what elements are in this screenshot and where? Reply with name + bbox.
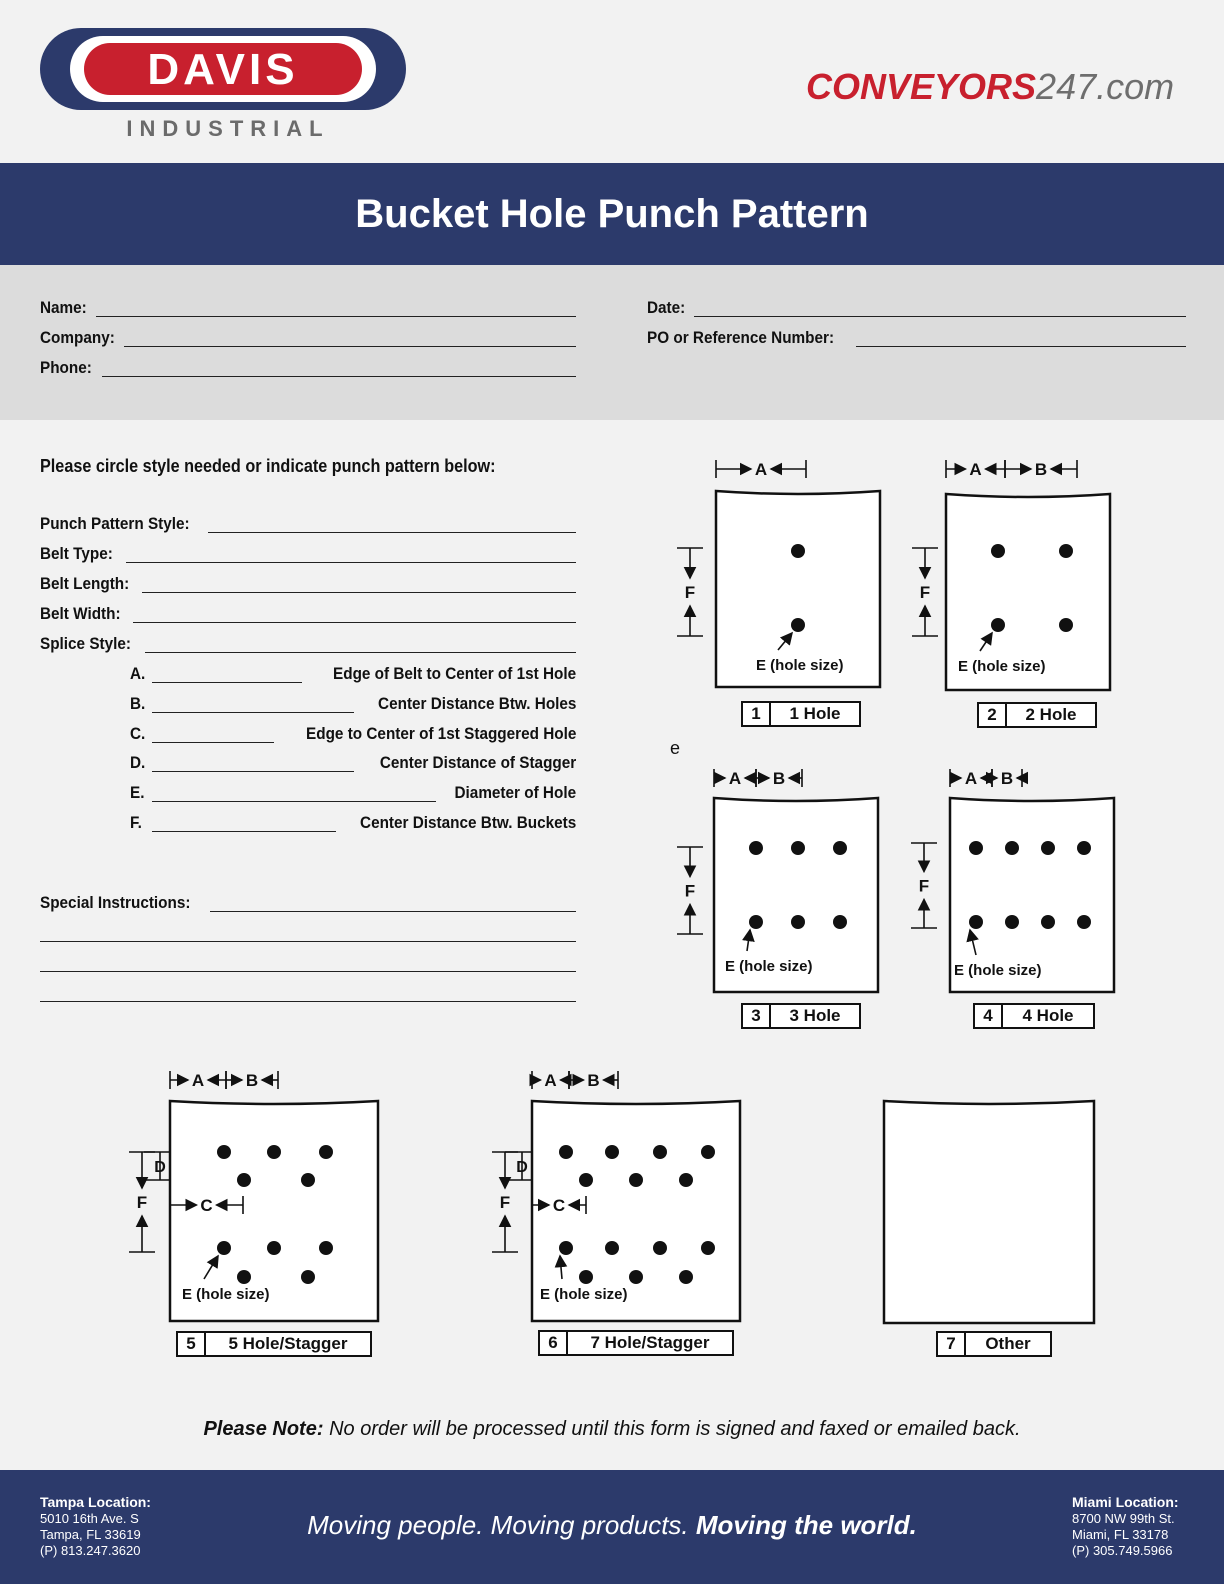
- pattern-5-hole: [267, 1241, 281, 1255]
- pattern-6-hole: [559, 1241, 573, 1255]
- pattern-6-hole: [629, 1270, 643, 1284]
- pattern-3-number: 3: [743, 1005, 771, 1027]
- pattern-6-e-label: E (hole size): [540, 1286, 628, 1303]
- special-instructions-label: Special Instructions:: [40, 893, 191, 912]
- page-title: Bucket Hole Punch Pattern: [355, 192, 869, 236]
- pattern-7-number: 7: [938, 1333, 966, 1355]
- pattern-7-sheet: [884, 1101, 1094, 1323]
- svg-text:INDUSTRIAL: INDUSTRIAL: [126, 116, 330, 141]
- pattern-3-label: 3 Hole: [789, 1006, 841, 1025]
- phone-label: Phone:: [40, 358, 92, 377]
- pattern-1-dim-f-label: F: [684, 583, 696, 602]
- pattern-6-dim-b-label: B: [587, 1071, 600, 1090]
- pattern-4-hole: [969, 841, 983, 855]
- pattern-4-hole: [969, 915, 983, 929]
- pattern-6-hole: [701, 1145, 715, 1159]
- pattern-3-hole: [833, 841, 847, 855]
- pattern-4-hole: [1005, 915, 1019, 929]
- pattern-5-hole: [217, 1241, 231, 1255]
- splice-style-label: Splice Style:: [40, 634, 131, 653]
- pattern-6-hole: [701, 1241, 715, 1255]
- pattern-3-hole: [791, 841, 805, 855]
- pattern-2-dim-a-label: A: [969, 460, 982, 479]
- company-label: Company:: [40, 328, 115, 347]
- instructions: Please circle style needed or indicate punch pattern below:: [40, 456, 496, 476]
- belt-length-label: Belt Length:: [40, 574, 130, 593]
- pattern-3-hole: [833, 915, 847, 929]
- pattern-6-hole: [653, 1145, 667, 1159]
- pattern-4-dim-f-label: F: [918, 876, 930, 896]
- pattern-4-hole: [1077, 915, 1091, 929]
- pattern-7-caption[interactable]: [936, 1331, 1052, 1357]
- belt-width-label: Belt Width:: [40, 604, 121, 623]
- pattern-6-dim-a-label: A: [544, 1071, 557, 1090]
- pattern-2-hole: [991, 618, 1005, 632]
- pattern-5-dim-b-label: B: [245, 1071, 259, 1090]
- pattern-5-dim-a-label: A: [191, 1071, 205, 1090]
- pattern-5-number: 5: [178, 1333, 206, 1355]
- pattern-3-hole: [791, 915, 805, 929]
- pattern-4-caption[interactable]: [973, 1003, 1095, 1029]
- pattern-5-hole: [267, 1145, 281, 1159]
- dim-d-letter: D.: [130, 753, 146, 772]
- pattern-5-e-label: E (hole size): [182, 1286, 270, 1303]
- dim-a-letter: A.: [130, 664, 146, 683]
- pattern-6-hole: [629, 1173, 643, 1187]
- note-label: Please Note:: [203, 1418, 324, 1440]
- stray-character: e: [670, 738, 681, 758]
- pattern-5-hole: [237, 1270, 251, 1284]
- dim-e-letter: E.: [130, 783, 145, 802]
- pattern-5-dim-d-label: D: [154, 1159, 166, 1176]
- conveyors247-logo: CONVEYORS247.com: [806, 66, 1175, 107]
- pattern-4-hole: [1005, 841, 1019, 855]
- pattern-2-number: 2: [979, 704, 1007, 726]
- pattern-6-dim-f-label: F: [499, 1193, 511, 1212]
- svg-text:DAVIS: DAVIS: [147, 45, 299, 94]
- note-text: No order will be processed until this form is signed and faxed or emailed back.: [323, 1418, 1021, 1440]
- pattern-6-dim-c-label: C: [552, 1196, 566, 1215]
- dim-c-desc: Edge to Center of 1st Staggered Hole: [305, 724, 576, 743]
- slogan: Moving people. Moving products. Moving the world.: [307, 1510, 917, 1540]
- pattern-2-dim-b-label: B: [1034, 460, 1048, 479]
- pattern-2-e-label: E (hole size): [958, 658, 1046, 675]
- pattern-4-dim-b-label: B: [1000, 769, 1014, 788]
- belt-type-label: Belt Type:: [40, 544, 113, 563]
- pattern-3-dim-b-label: B: [772, 769, 786, 788]
- pattern-1-number: 1: [743, 703, 771, 725]
- pattern-6-hole: [605, 1241, 619, 1255]
- pattern-1-e-label: E (hole size): [756, 657, 844, 674]
- pattern-6-label: 7 Hole/Stagger: [590, 1333, 710, 1352]
- pattern-2-hole: [1059, 544, 1073, 558]
- pattern-1-dim-a-label: A: [754, 460, 768, 479]
- pattern-6-dim-d-label: D: [516, 1159, 528, 1176]
- pattern-2-label: 2 Hole: [1025, 705, 1077, 724]
- pattern-5-hole: [237, 1173, 251, 1187]
- name-label: Name:: [40, 298, 87, 317]
- pattern-3-e-label: E (hole size): [725, 958, 813, 975]
- punch-pattern-style-label: Punch Pattern Style:: [40, 514, 190, 533]
- pattern-5-label: 5 Hole/Stagger: [228, 1334, 348, 1353]
- pattern-4-hole: [1041, 841, 1055, 855]
- tampa-location: Tampa Location: 5010 16th Ave. S Tampa, FL 33619 (P) 813.247.3620: [40, 1494, 151, 1558]
- pattern-6-hole: [679, 1173, 693, 1187]
- pattern-6-hole: [559, 1145, 573, 1159]
- pattern-1-caption[interactable]: [741, 701, 861, 727]
- pattern-6-hole: [579, 1270, 593, 1284]
- footer: [0, 1470, 1224, 1584]
- pattern-4-e-label: E (hole size): [954, 962, 1042, 979]
- pattern-6-hole: [605, 1145, 619, 1159]
- note: [0, 1418, 1224, 1441]
- pattern-5-hole: [217, 1145, 231, 1159]
- pattern-6-hole: [653, 1241, 667, 1255]
- pattern-1-hole: [791, 618, 805, 632]
- pattern-2-hole: [991, 544, 1005, 558]
- dim-a-desc: Edge of Belt to Center of 1st Hole: [332, 664, 576, 683]
- date-label: Date:: [647, 298, 686, 317]
- pattern-6-caption[interactable]: [538, 1330, 734, 1356]
- pattern-5-hole: [319, 1241, 333, 1255]
- dim-b-letter: B.: [130, 694, 146, 713]
- miami-location: Miami Location: 8700 NW 99th St. Miami, FL 33178 (P) 305.749.5966: [1072, 1494, 1179, 1558]
- pattern-3-dim-f-label: F: [684, 881, 696, 901]
- pattern-5-dim-f-label: F: [136, 1193, 148, 1212]
- pattern-6-number: 6: [540, 1332, 568, 1354]
- pattern-3-dim-a-label: A: [728, 769, 742, 788]
- pattern-6-hole: [579, 1173, 593, 1187]
- dim-d-desc: Center Distance of Stagger: [379, 753, 576, 772]
- pattern-1-hole: [791, 544, 805, 558]
- pattern-3-hole: [749, 915, 763, 929]
- pattern-3-caption[interactable]: [741, 1003, 861, 1029]
- pattern-5-hole: [319, 1145, 333, 1159]
- pattern-5-hole: [301, 1270, 315, 1284]
- dim-b-desc: Center Distance Btw. Holes: [377, 694, 576, 713]
- pattern-2-caption[interactable]: [977, 702, 1097, 728]
- dim-f-letter: F.: [130, 813, 142, 832]
- pattern-4-dim-a-label: A: [964, 769, 978, 788]
- pattern-4-label: 4 Hole: [1022, 1006, 1074, 1025]
- dim-e-desc: Diameter of Hole: [454, 783, 576, 802]
- pattern-4-hole: [1077, 841, 1091, 855]
- pattern-2-dim-f-label: F: [919, 583, 931, 602]
- pattern-5-hole: [301, 1173, 315, 1187]
- pattern-5-dim-c-label: C: [200, 1196, 213, 1215]
- po-label: PO or Reference Number:: [647, 328, 835, 347]
- pattern-2-hole: [1059, 618, 1073, 632]
- pattern-1-label: 1 Hole: [789, 704, 841, 723]
- pattern-3-hole: [749, 841, 763, 855]
- pattern-4-hole: [1041, 915, 1055, 929]
- pattern-6-hole: [679, 1270, 693, 1284]
- dim-c-letter: C.: [130, 724, 146, 743]
- pattern-4-number: 4: [975, 1005, 1003, 1027]
- pattern-5-caption[interactable]: [176, 1331, 372, 1357]
- dim-f-desc: Center Distance Btw. Buckets: [359, 813, 576, 832]
- pattern-7-label: Other: [985, 1334, 1031, 1353]
